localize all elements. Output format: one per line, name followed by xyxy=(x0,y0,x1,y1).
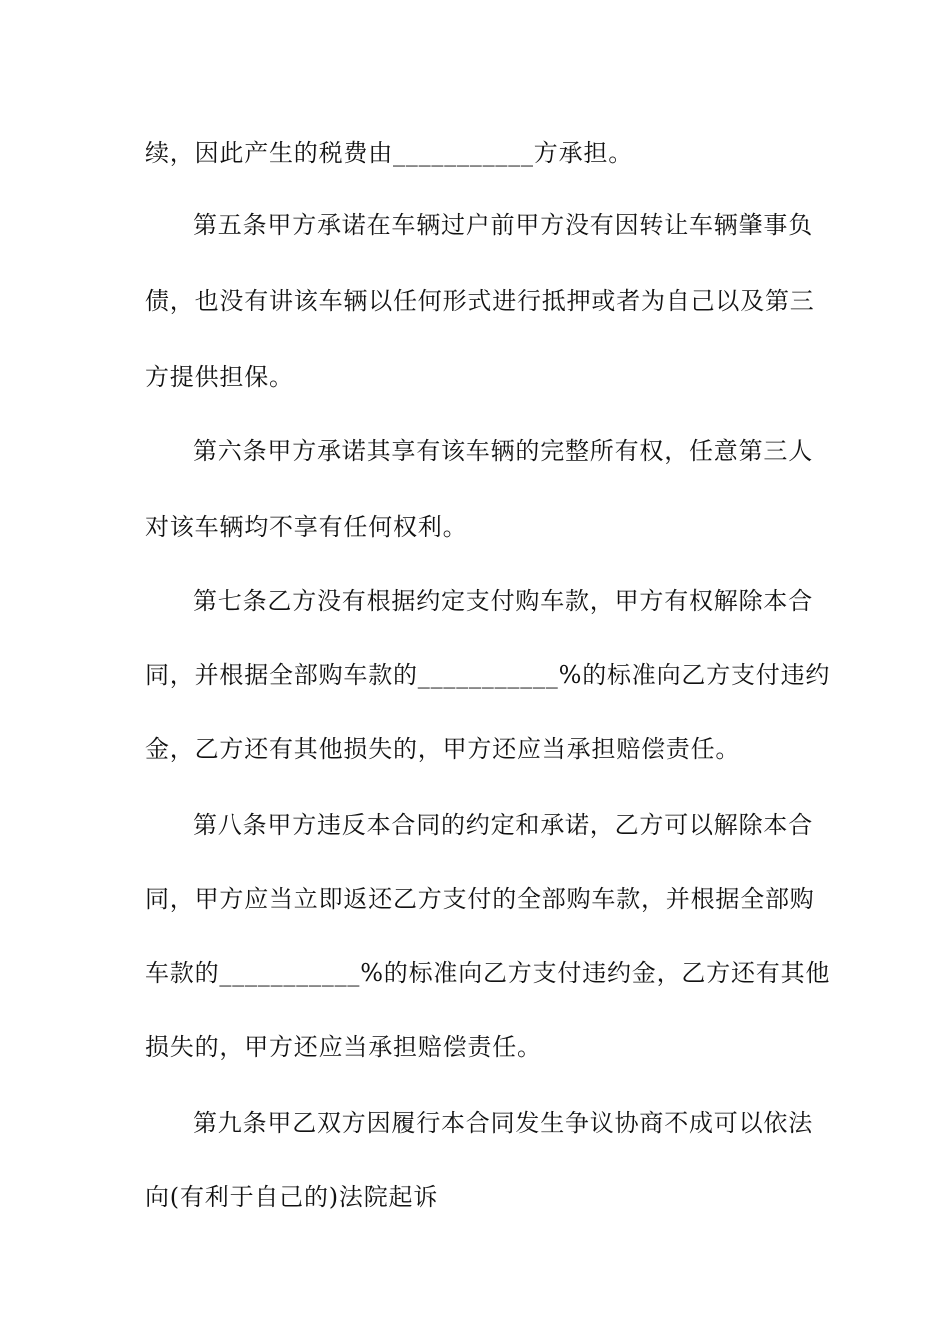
clause-7-line-1: 第七条乙方没有根据约定支付购车款，甲方有权解除本合 xyxy=(193,587,813,615)
clause-7-line-3: 金，乙方还有其他损失的，甲方还应当承担赔偿责任。 xyxy=(145,735,741,763)
clause-8-line-2: 同，甲方应当立即返还乙方支付的全部购车款，并根据全部购 xyxy=(145,885,815,913)
clause-8-line-1: 第八条甲方违反本合同的约定和承诺，乙方可以解除本合 xyxy=(193,811,813,839)
clause-6-line-1: 第六条甲方承诺其享有该车辆的完整所有权，任意第三人 xyxy=(193,437,813,465)
clause-9-line-1: 第九条甲乙双方因履行本合同发生争议协商不成可以依法 xyxy=(193,1109,813,1137)
clause-6-line-2: 对该车辆均不享有任何权利。 xyxy=(145,513,468,541)
clause-9-line-2: 向(有利于自己的)法院起诉 xyxy=(145,1183,439,1211)
clause-8-line-3: 车款的___________%的标准向乙方支付违约金，乙方还有其他 xyxy=(145,959,831,987)
clause-5-line-2: 债，也没有讲该车辆以任何形式进行抵押或者为自己以及第三 xyxy=(145,287,815,315)
clause-7-line-2: 同，并根据全部购车款的___________%的标准向乙方支付违约 xyxy=(145,661,831,689)
clause-8-line-4: 损失的，甲方还应当承担赔偿责任。 xyxy=(145,1033,542,1061)
clause-5-line-1: 第五条甲方承诺在车辆过户前甲方没有因转让车辆肇事负 xyxy=(193,211,813,239)
text-line: 续，因此产生的税费由___________方承担。 xyxy=(145,139,633,167)
clause-5-line-3: 方提供担保。 xyxy=(145,363,294,391)
